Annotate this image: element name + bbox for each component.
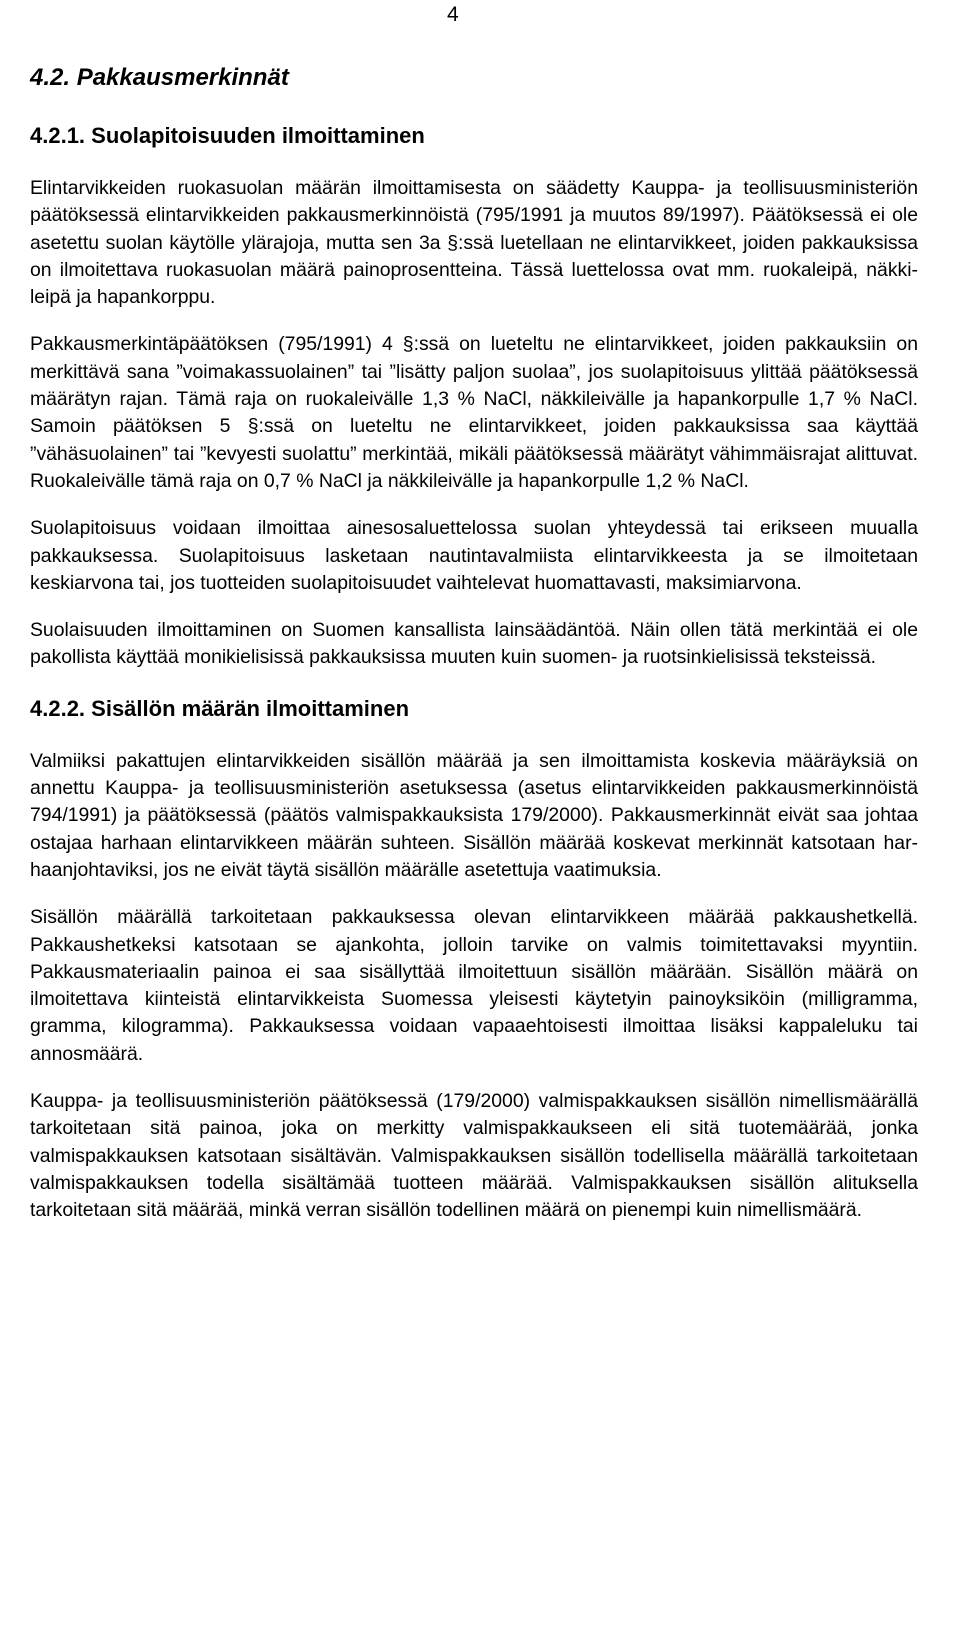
paragraph: Suolaisuuden ilmoittaminen on Suomen kansallista lainsäädäntöä. Näin ollen tätä merkintää ei ole pakollista käyttää monikielisissä pakkauksissa muuten kuin suomen- ja ruotsinkielisissä teksteissä.: [30, 619, 918, 669]
paragraph: Pakkausmerkintäpäätöksen (795/1991) 4 §:ssä on lueteltu ne elintarvikkeet, joiden pakkauksiin on merkittävä sana ”voimakassuolainen” tai ”lisätty paljon suolaa”, jos suolapitoisuus ylittää päätöksessä määrätyn rajan. Tämä raja on ruokaleivälle 1,3 % NaCl, näkkileivälle ja hapankorpulle 1,7 % NaCl. Samoin päätöksen 5 §:ssä on lueteltu ne elintarvikkeet, joiden pakkauksissa saa käyttää ”vähäsuolainen” tai ”kevyesti suolattu” merkintää, mikäli päätöksessä määrätyt vähimmäisrajat alittuvat. Ruokaleivälle tämä raja on 0,7 % NaCl ja näkkileivälle ja hapankorpulle 1,2 % NaCl.: [30, 333, 918, 492]
subsection-heading-salt: 4.2.1. Suolapitoisuuden ilmoittaminen: [30, 123, 425, 148]
paragraph: Valmiiksi pakattujen elintarvikkeiden sisällön määrää ja sen ilmoittamista koskevia määräyksiä on annettu Kauppa- ja teollisuusministeriön asetuksessa (asetus elintarvikkeiden pakkausmerkinnöistä 794/1991) ja päätöksessä (päätös valmispakkauksista 179/2000). Pakkausmerkinnät eivät saa johtaa ostajaa harhaan elintarvikkeen määrän suhteen. Sisällön määrää koskevat merkinnät katsotaan harhaanjohtaviksi, jos ne eivät täytä sisällön määrälle asetettuja vaatimuksia.: [30, 749, 918, 881]
paragraph: Sisällön määrällä tarkoitetaan pakkauksessa olevan elintarvikkeen määrää pakkaushetkellä. Pakkaushetkeksi katsotaan se ajankohta, jolloin tarvike on valmis toimitettavaksi myyntiin. Pakkausmateriaalin painoa ei saa sisällyttää ilmoitettuun sisällön määrään. Sisällön määrä on ilmoitettava kiinteistä elintarvikkeista Suomessa yleisesti käytetyin painoyksiköin (milligramma, gramma, kilogramma). Pakkauksessa voidaan vapaaehtoisesti ilmoittaa lisäksi kappaleluku tai annosmäärä.: [30, 906, 918, 1065]
subsection-heading-quantity: 4.2.2. Sisällön määrän ilmoittaminen: [30, 695, 410, 721]
page-number: 4: [447, 3, 459, 26]
document-body: [30, 60, 918, 1225]
paragraph: Suolapitoisuus voidaan ilmoittaa ainesosaluettelossa suolan yhteydessä tai erikseen muualla pakkauksessa. Suolapitoisuus lasketaan nautintavalmiista elintarvikkeesta ja se ilmoitetaan keskiarvona tai, jos tuotteiden suolapitoisuudet vaihtelevat huomattavasti, maksimiarvona.: [30, 517, 918, 594]
paragraph: Elintarvikkeiden ruokasuolan määrän ilmoittamisesta on säädetty Kauppa- ja teollisuusministeriön päätöksessä elintarvikkeiden pakkausmerkinnöistä (795/1991 ja muutos 89/1997). Päätöksessä ei ole asetettu suolan käytölle ylärajoja, mutta sen 3a §:ssä luetellaan ne elintarvikkeet, joiden pakkauksissa on ilmoitettava ruokasuolan määrä painoprosentteina. Tässä luettelossa ovat mm. ruokaleipä, näkkileipä ja hapankorppu.: [30, 177, 918, 309]
paragraph: Kauppa- ja teollisuusministeriön päätöksessä (179/2000) valmispakkauksen sisällön nimellismäärällä tarkoitetaan sitä painoa, joka on merkitty valmispakkaukseen eli sitä tuotemäärää, jonka valmispakkauksen katsotaan sisältävän. Valmispakkauksen sisällön todellisella määrällä tarkoitetaan valmispakkauksen todella sisältämää tuotteen määrää. Valmispakkauksen sisällön alituksella tarkoitetaan sitä määrää, minkä verran sisällön todellinen määrä on pienempi kuin nimellismäärä.: [30, 1090, 918, 1222]
section-heading: 4.2. Pakkausmerkinnät: [30, 64, 289, 91]
